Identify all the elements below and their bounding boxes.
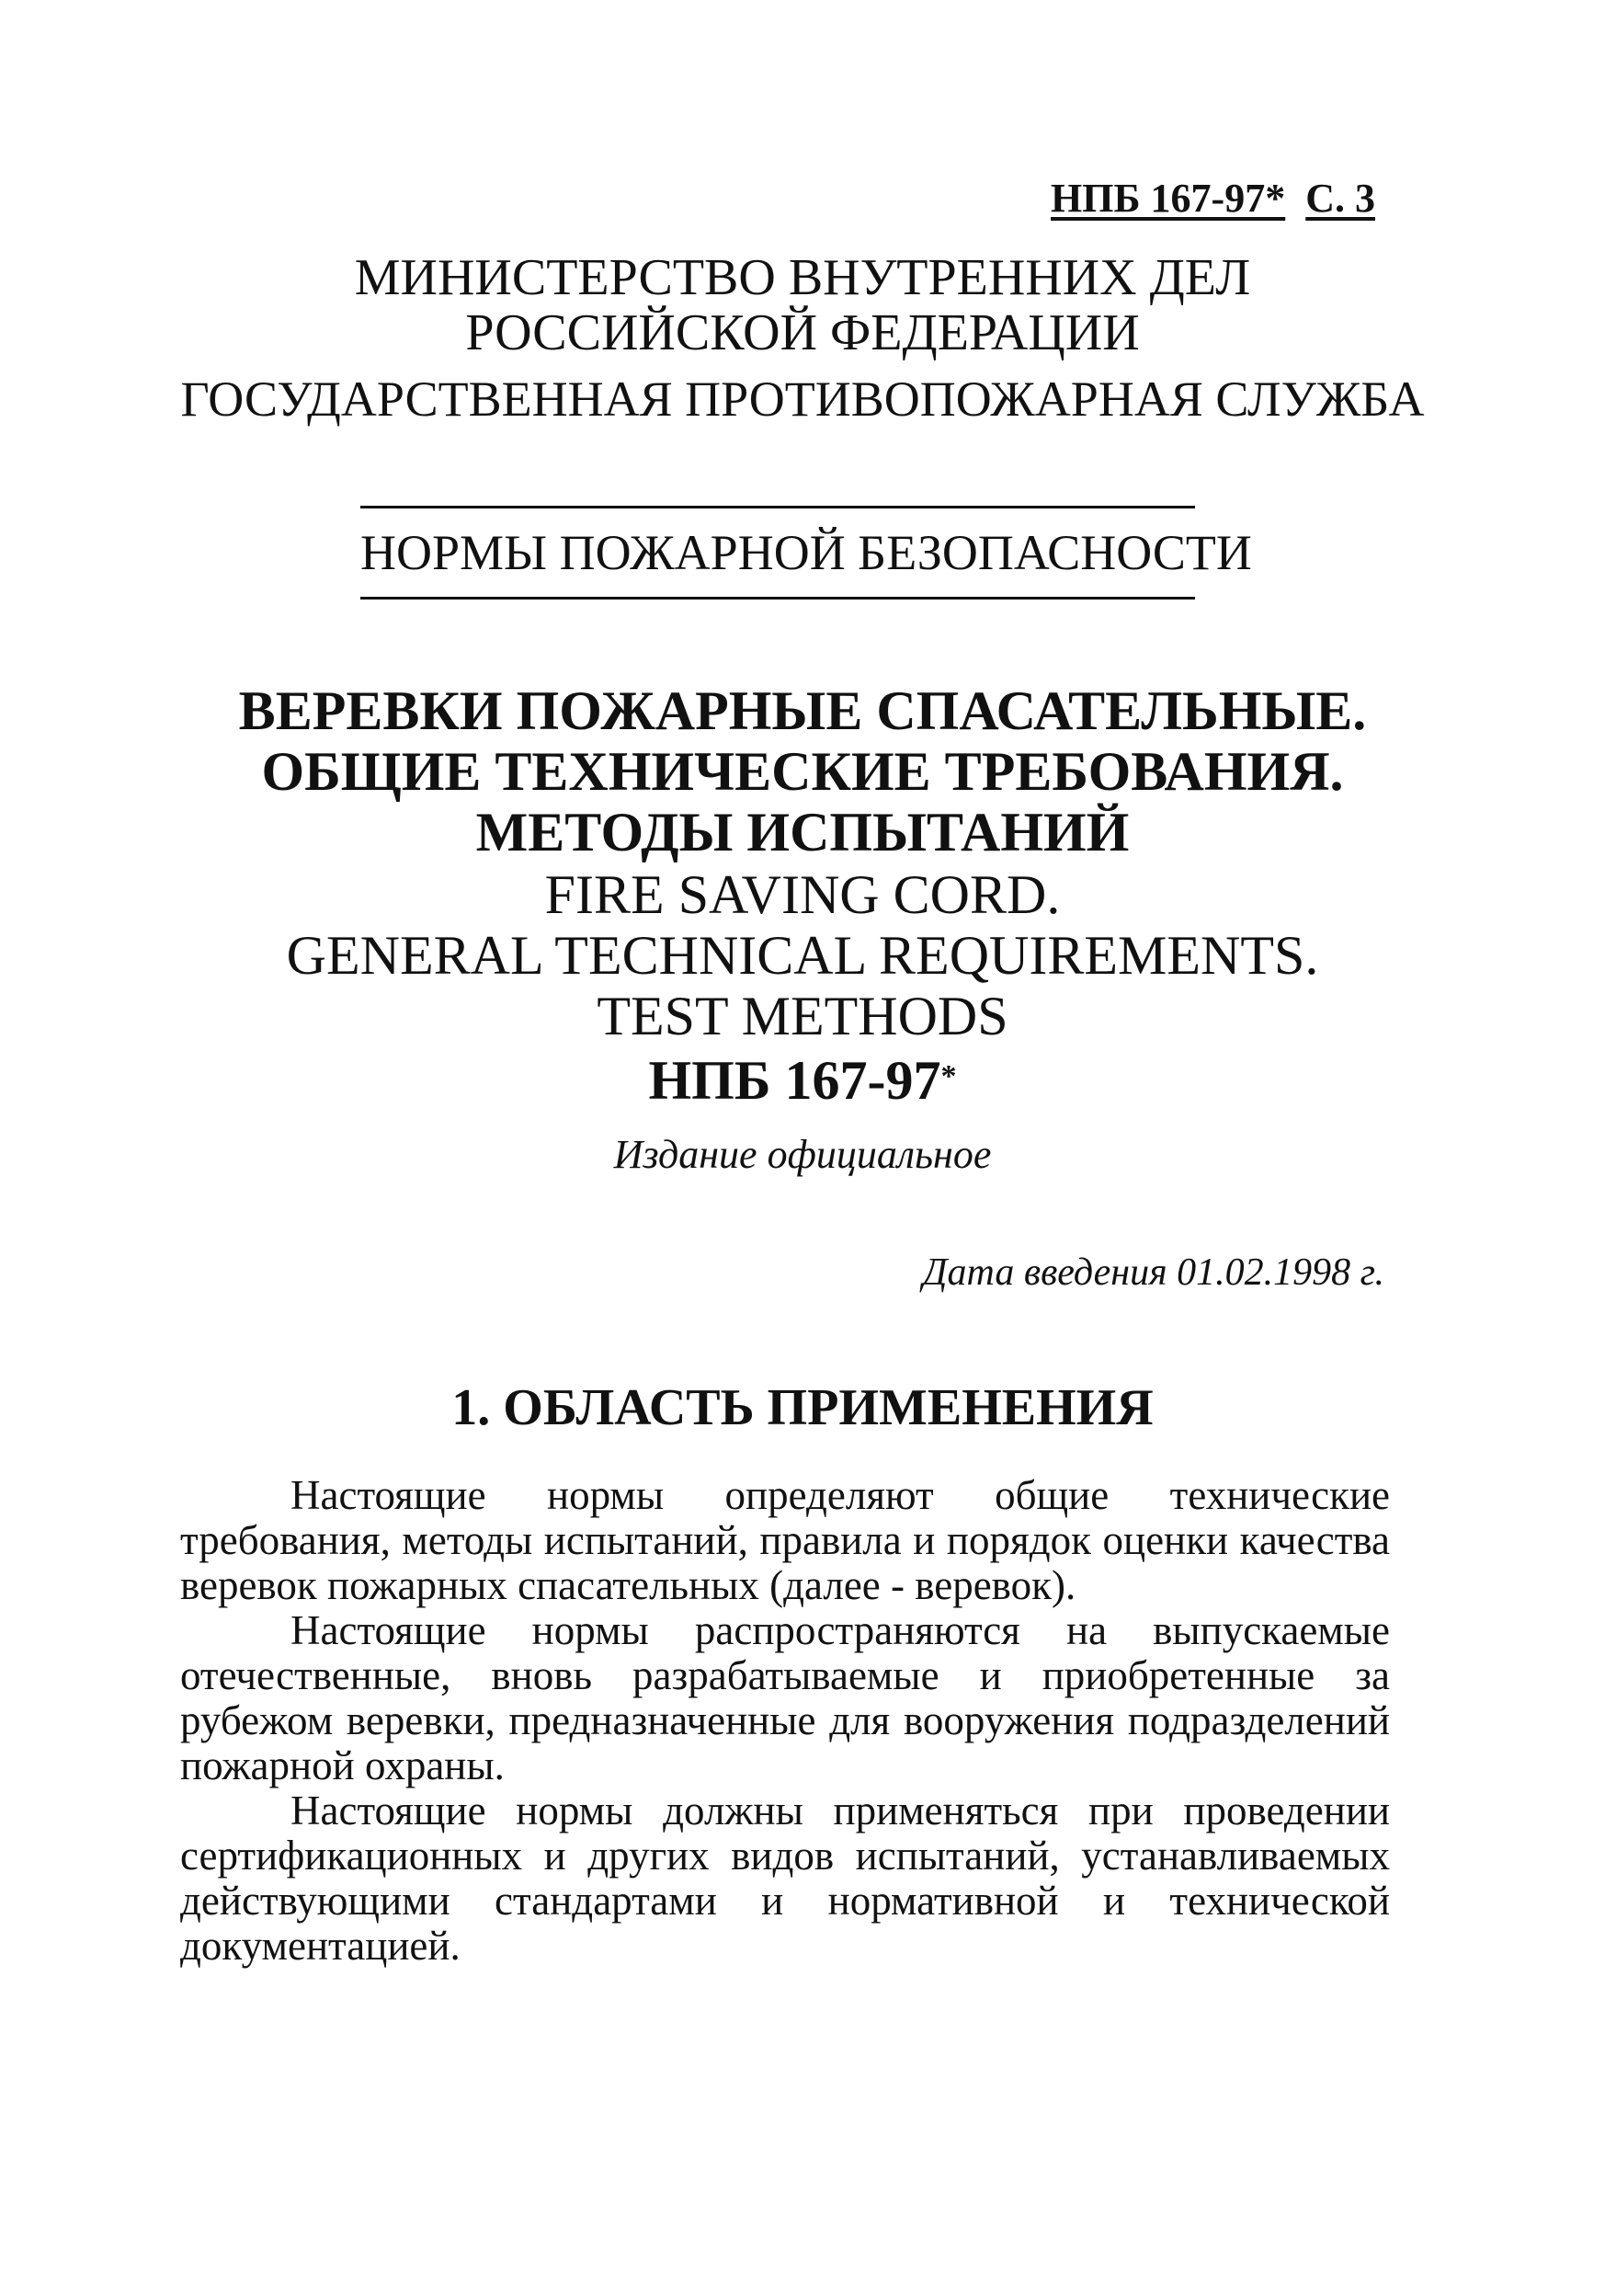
- paragraph: Настоящие нормы должны применяться при проведении сертификационных и других видов испытаний, устанавливаемых действующими стандартами и нормативной и технической документацией.: [180, 1788, 1390, 1969]
- ministry-line-2: РОССИЙСКОЙ ФЕДЕРАЦИИ: [465, 304, 1140, 361]
- title-en-line-1: FIRE SAVING CORD.: [544, 864, 1061, 925]
- introduction-date: Дата введения 01.02.1998 г.: [922, 1251, 1384, 1294]
- ministry-line-1: МИНИСТЕРСТВО ВНУТРЕННИХ ДЕЛ: [354, 249, 1251, 306]
- service-name: ГОСУДАРСТВЕННАЯ ПРОТИВОПОЖАРНАЯ СЛУЖБА: [180, 371, 1425, 427]
- designation-code: НПБ 167-97: [648, 1050, 941, 1111]
- title-ru-line-1: ВЕРЕВКИ ПОЖАРНЫЕ СПАСАТЕЛЬНЫЕ.: [238, 680, 1367, 741]
- document-code: НПБ 167-97*: [1051, 176, 1286, 221]
- paragraph: Настоящие нормы определяют общие технические требования, методы испытаний, правила и порядок оценки качества веревок пожарных спасательных (далее - веревок).: [180, 1472, 1390, 1608]
- section-body: [180, 1473, 1390, 1969]
- page-number: С. 3: [1305, 176, 1375, 221]
- section-number: 1.: [451, 1379, 491, 1436]
- section-heading: [0, 1376, 1605, 1440]
- page-reference: [1051, 175, 1375, 222]
- edition-label: Издание официальное: [613, 1132, 992, 1177]
- ministry-name: [0, 250, 1605, 360]
- paragraph: Настоящие нормы распространяются на выпускаемые отечественные, вновь разрабатываемые и приобретенные за рубежом веревки, предназначенные для вооружения подразделений пожарной охраны.: [180, 1607, 1390, 1788]
- title-ru-line-2: ОБЩИЕ ТЕХНИЧЕСКИЕ ТРЕБОВАНИЯ.: [261, 741, 1344, 802]
- title-ru-line-3: МЕТОДЫ ИСПЫТАНИЙ: [475, 802, 1130, 862]
- norms-label: НОРМЫ ПОЖАРНОЙ БЕЗОПАСНОСТИ: [360, 506, 1195, 600]
- designation-mark: *: [940, 1059, 957, 1093]
- title-en-line-3: TEST METHODS: [597, 986, 1008, 1046]
- section-title: ОБЛАСТЬ ПРИМЕНЕНИЯ: [503, 1379, 1154, 1436]
- title-russian: [0, 680, 1605, 862]
- document-designation: [0, 1048, 1605, 1113]
- title-english: [0, 864, 1605, 1046]
- title-en-line-2: GENERAL TECHNICAL REQUIREMENTS.: [286, 925, 1319, 986]
